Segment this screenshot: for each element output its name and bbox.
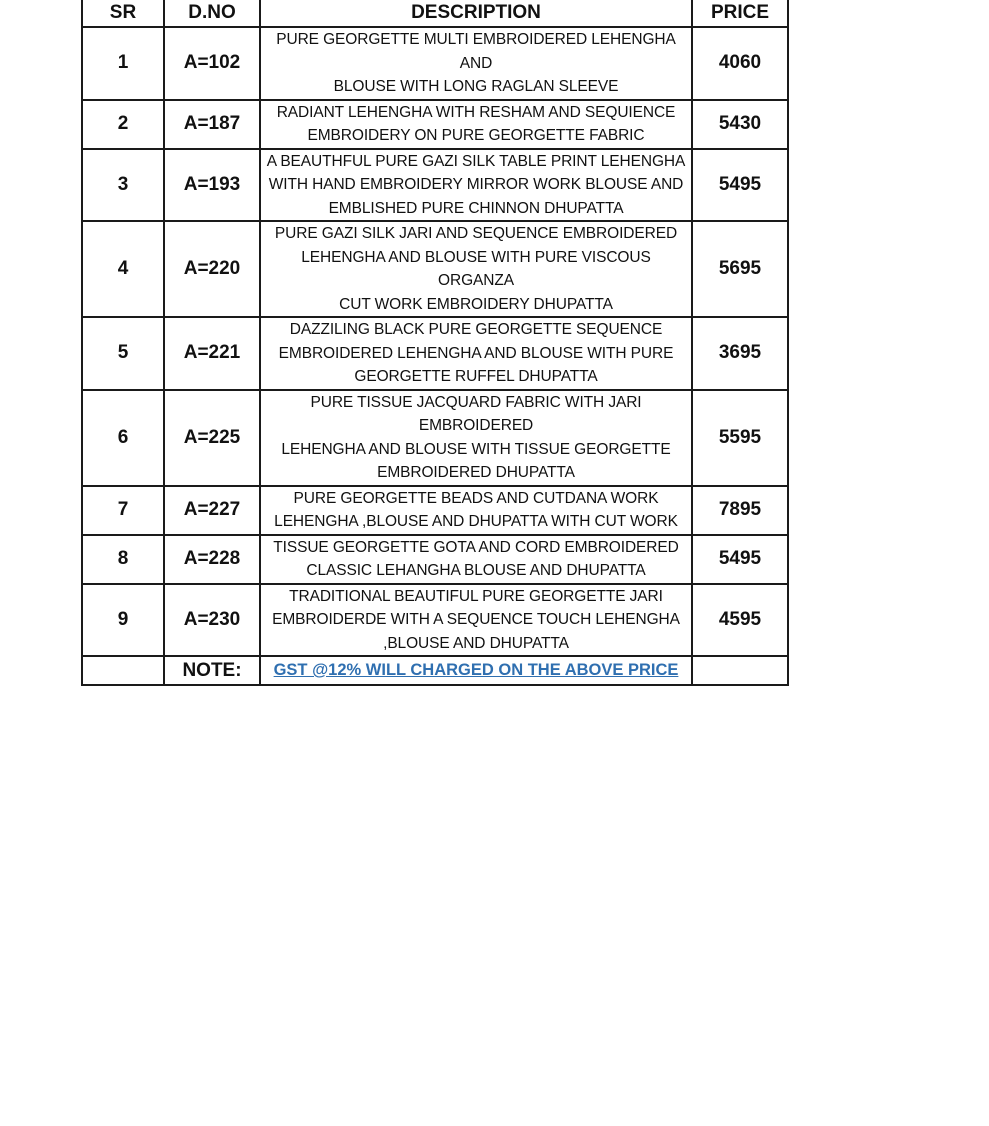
cell-description: TRADITIONAL BEAUTIFUL PURE GEORGETTE JARI EMBROIDERDE WITH A SEQUENCE TOUCH LEHENGHA ,BLOUSE AND DHUPATTA bbox=[260, 584, 692, 657]
table-row bbox=[82, 100, 788, 149]
cell-dno: A=220 bbox=[164, 221, 260, 317]
cell-sr: 8 bbox=[82, 535, 164, 584]
cell-dno: A=227 bbox=[164, 486, 260, 535]
cell-dno: A=228 bbox=[164, 535, 260, 584]
cell-price: 5495 bbox=[692, 535, 788, 584]
cell-sr: 2 bbox=[82, 100, 164, 149]
note-empty-price-cell bbox=[692, 656, 788, 685]
cell-sr: 3 bbox=[82, 149, 164, 222]
note-label: NOTE: bbox=[164, 656, 260, 685]
cell-price: 3695 bbox=[692, 317, 788, 390]
table-row bbox=[82, 486, 788, 535]
table-row bbox=[82, 390, 788, 486]
cell-price: 5595 bbox=[692, 390, 788, 486]
table-body bbox=[82, 27, 788, 685]
cell-description: DAZZILING BLACK PURE GEORGETTE SEQUENCE EMBROIDERED LEHENGHA AND BLOUSE WITH PURE GEORGETTE RUFFEL DHUPATTA bbox=[260, 317, 692, 390]
header-price: PRICE bbox=[692, 0, 788, 27]
cell-description: PURE TISSUE JACQUARD FABRIC WITH JARI EMBROIDERED LEHENGHA AND BLOUSE WITH TISSUE GEORGETTE EMBROIDERED DHUPATTA bbox=[260, 390, 692, 486]
table-row bbox=[82, 221, 788, 317]
note-row bbox=[82, 656, 788, 685]
cell-price: 4595 bbox=[692, 584, 788, 657]
cell-sr: 4 bbox=[82, 221, 164, 317]
cell-price: 5430 bbox=[692, 100, 788, 149]
gst-note-link[interactable]: GST @12% WILL CHARGED ON THE ABOVE PRICE bbox=[273, 661, 679, 679]
cell-sr: 7 bbox=[82, 486, 164, 535]
cell-description: A BEAUTHFUL PURE GAZI SILK TABLE PRINT LEHENGHA WITH HAND EMBROIDERY MIRROR WORK BLOUSE AND EMBLISHED PURE CHINNON DHUPATTA bbox=[260, 149, 692, 222]
cell-dno: A=187 bbox=[164, 100, 260, 149]
header-sr: SR bbox=[82, 0, 164, 27]
table-header bbox=[82, 0, 788, 27]
header-description: DESCRIPTION bbox=[260, 0, 692, 27]
header-row bbox=[82, 0, 788, 27]
cell-description: TISSUE GEORGETTE GOTA AND CORD EMBROIDERED CLASSIC LEHANGHA BLOUSE AND DHUPATTA bbox=[260, 535, 692, 584]
cell-sr: 6 bbox=[82, 390, 164, 486]
price-list-table bbox=[81, 0, 789, 686]
cell-dno: A=230 bbox=[164, 584, 260, 657]
header-dno: D.NO bbox=[164, 0, 260, 27]
cell-sr: 5 bbox=[82, 317, 164, 390]
table-row bbox=[82, 317, 788, 390]
cell-dno: A=193 bbox=[164, 149, 260, 222]
cell-sr: 1 bbox=[82, 27, 164, 100]
cell-description: PURE GEORGETTE BEADS AND CUTDANA WORK LEHENGHA ,BLOUSE AND DHUPATTA WITH CUT WORK bbox=[260, 486, 692, 535]
cell-dno: A=221 bbox=[164, 317, 260, 390]
table-row bbox=[82, 27, 788, 100]
table-row bbox=[82, 535, 788, 584]
note-cell bbox=[260, 656, 692, 685]
table-row bbox=[82, 584, 788, 657]
cell-price: 5495 bbox=[692, 149, 788, 222]
cell-description: PURE GAZI SILK JARI AND SEQUENCE EMBROIDERED LEHENGHA AND BLOUSE WITH PURE VISCOUS ORGANZA CUT WORK EMBROIDERY DHUPATTA bbox=[260, 221, 692, 317]
table-row bbox=[82, 149, 788, 222]
note-empty-cell bbox=[82, 656, 164, 685]
cell-dno: A=225 bbox=[164, 390, 260, 486]
cell-price: 5695 bbox=[692, 221, 788, 317]
cell-dno: A=102 bbox=[164, 27, 260, 100]
cell-description: RADIANT LEHENGHA WITH RESHAM AND SEQUIENCE EMBROIDERY ON PURE GEORGETTE FABRIC bbox=[260, 100, 692, 149]
cell-price: 4060 bbox=[692, 27, 788, 100]
cell-sr: 9 bbox=[82, 584, 164, 657]
cell-price: 7895 bbox=[692, 486, 788, 535]
cell-description: PURE GEORGETTE MULTI EMBROIDERED LEHENGHA AND BLOUSE WITH LONG RAGLAN SLEEVE bbox=[260, 27, 692, 100]
